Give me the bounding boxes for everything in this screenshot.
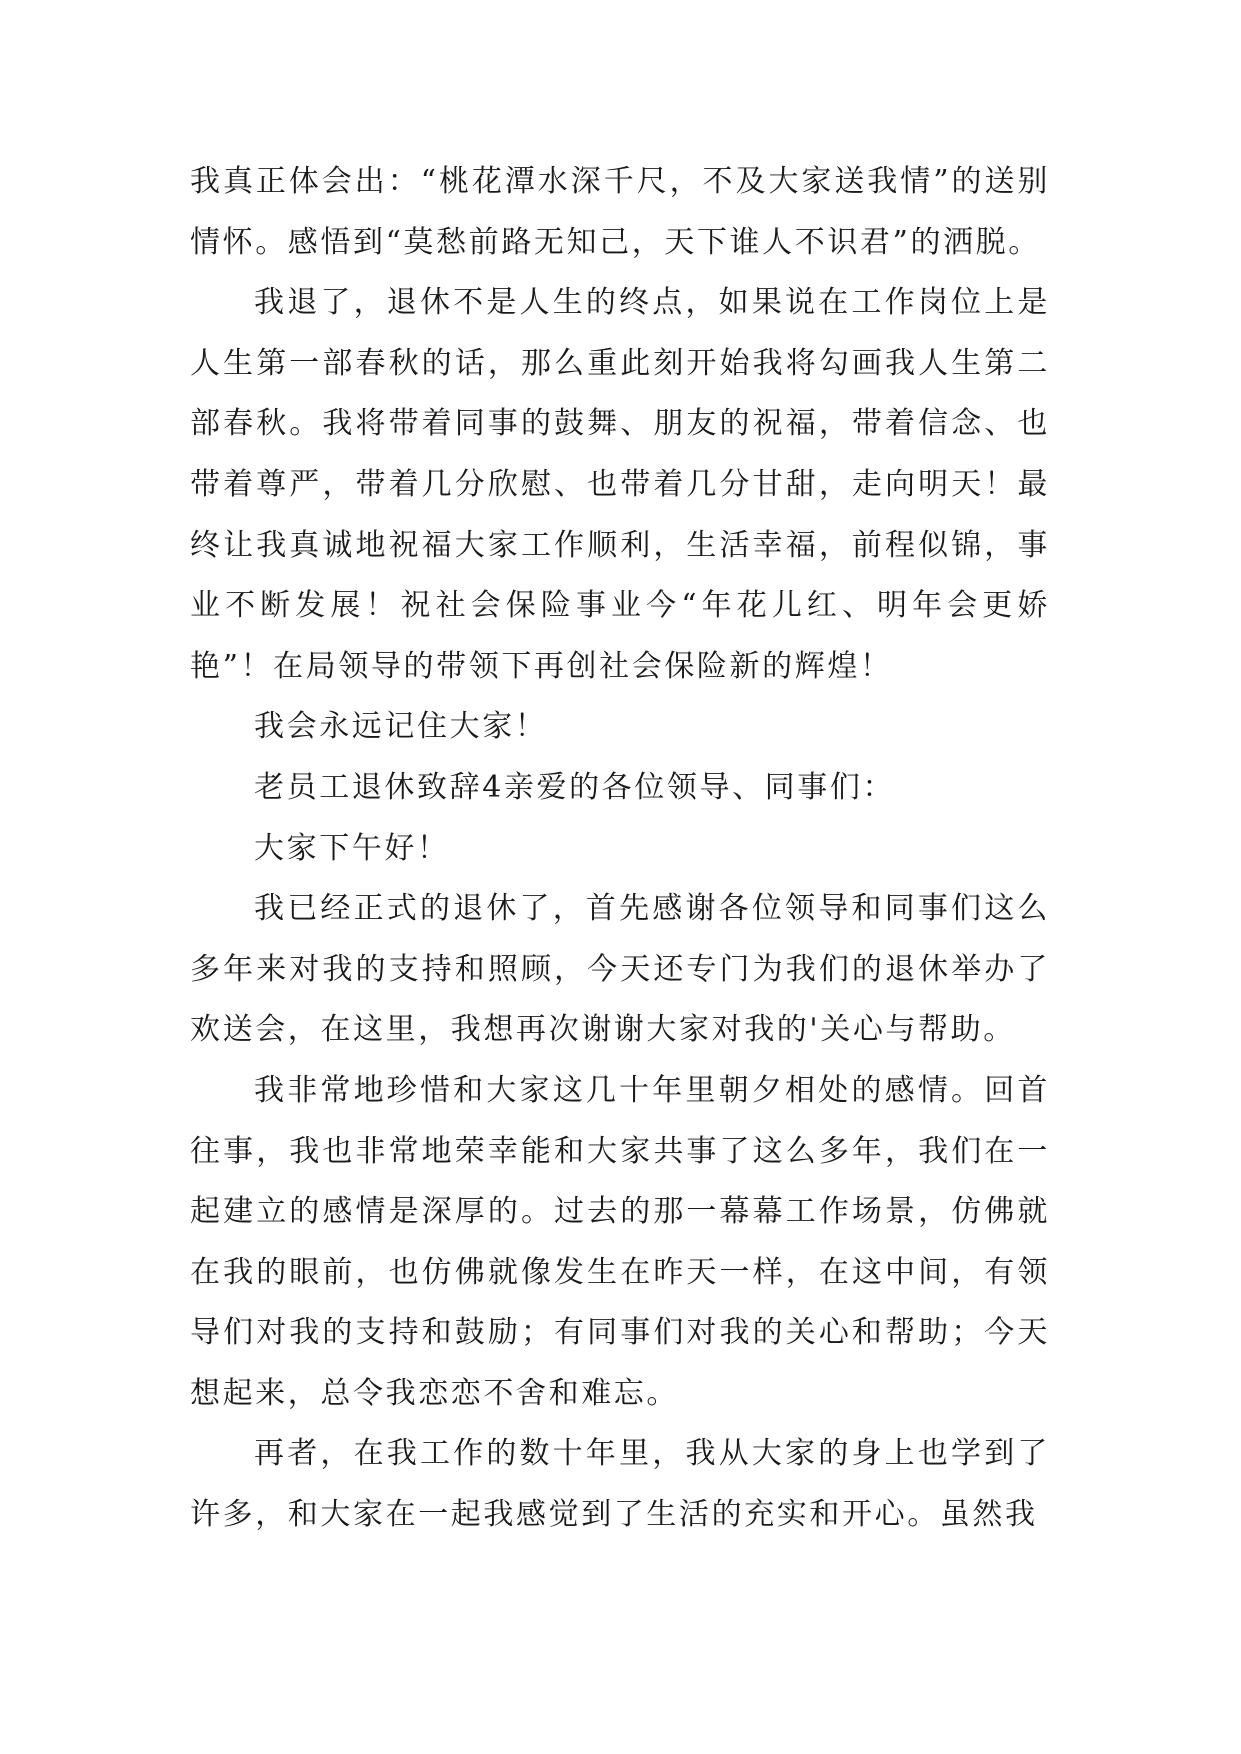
paragraph: 我已经正式的退休了，首先感谢各位领导和同事们这么多年来对我的支持和照顾，今天还专门为我们的退休举办了欢送会，在这里，我想再次谢谢大家对我的'关心与帮助。 — [190, 891, 1050, 1048]
body-text — [190, 152, 1050, 1546]
paragraph: 老员工退休致辞4亲爱的各位领导、同事们： — [254, 769, 896, 805]
paragraph: 我真正体会出：“桃花潭水深千尺，不及大家送我情”的送别情怀。感悟到“莫愁前路无知己，天下谁人不识君”的洒脱。 — [190, 164, 1050, 260]
paragraph: 大家下午好！ — [254, 830, 450, 866]
paragraph: 我会永远记住大家！ — [254, 709, 548, 745]
paragraph: 我退了，退休不是人生的终点，如果说在工作岗位上是人生第一部春秋的话，那么重此刻开始我将勾画我人生第二部春秋。我将带着同事的鼓舞、朋友的祝福，带着信念、也带着尊严，带着几分欣慰、也带着几分甘甜，走向明天！最终让我真诚地祝福大家工作顺利，生活幸福，前程似锦，事业不断发展！祝社会保险事业今“年花儿红、明年会更娇艳”！在局领导的带领下再创社会保险新的辉煌！ — [190, 285, 1050, 684]
paragraph: 再者，在我工作的数十年里，我从大家的身上也学到了许多，和大家在一起我感觉到了生活的充实和开心。虽然我 — [190, 1436, 1050, 1533]
paragraph: 我非常地珍惜和大家这几十年里朝夕相处的感情。回首往事，我也非常地荣幸能和大家共事了这么多年，我们在一起建立的感情是深厚的。过去的那一幕幕工作场景，仿佛就在我的眼前，也仿佛就像发生在昨天一样，在这中间，有领导们对我的支持和鼓励；有同事们对我的关心和帮助；今天想起来，总令我恋恋不舍和难忘。 — [190, 1072, 1050, 1411]
